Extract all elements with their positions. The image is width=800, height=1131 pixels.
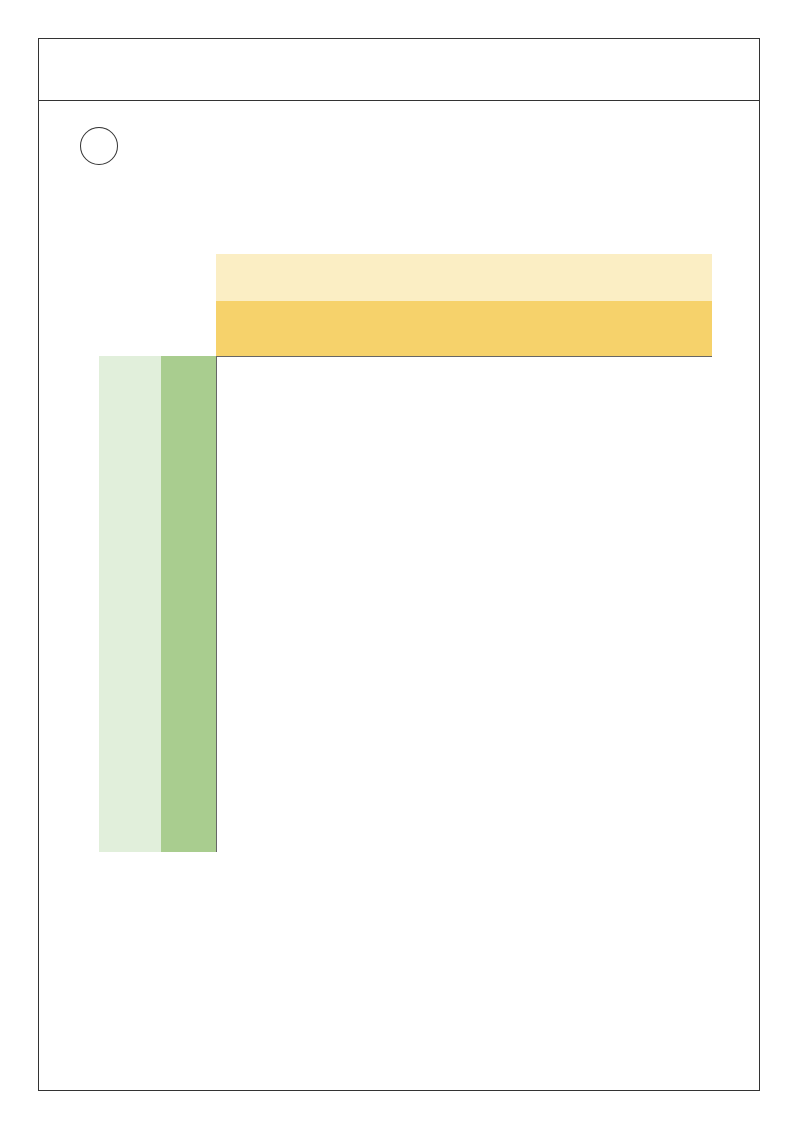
header-divider xyxy=(38,100,760,101)
chapter-number-badge xyxy=(80,127,118,165)
multiplier-heading xyxy=(216,254,712,301)
multiplicand-header-column xyxy=(161,356,216,852)
multiplicand-band xyxy=(99,356,161,852)
multiplication-table xyxy=(216,356,712,852)
multiplier-header-row xyxy=(216,301,712,356)
